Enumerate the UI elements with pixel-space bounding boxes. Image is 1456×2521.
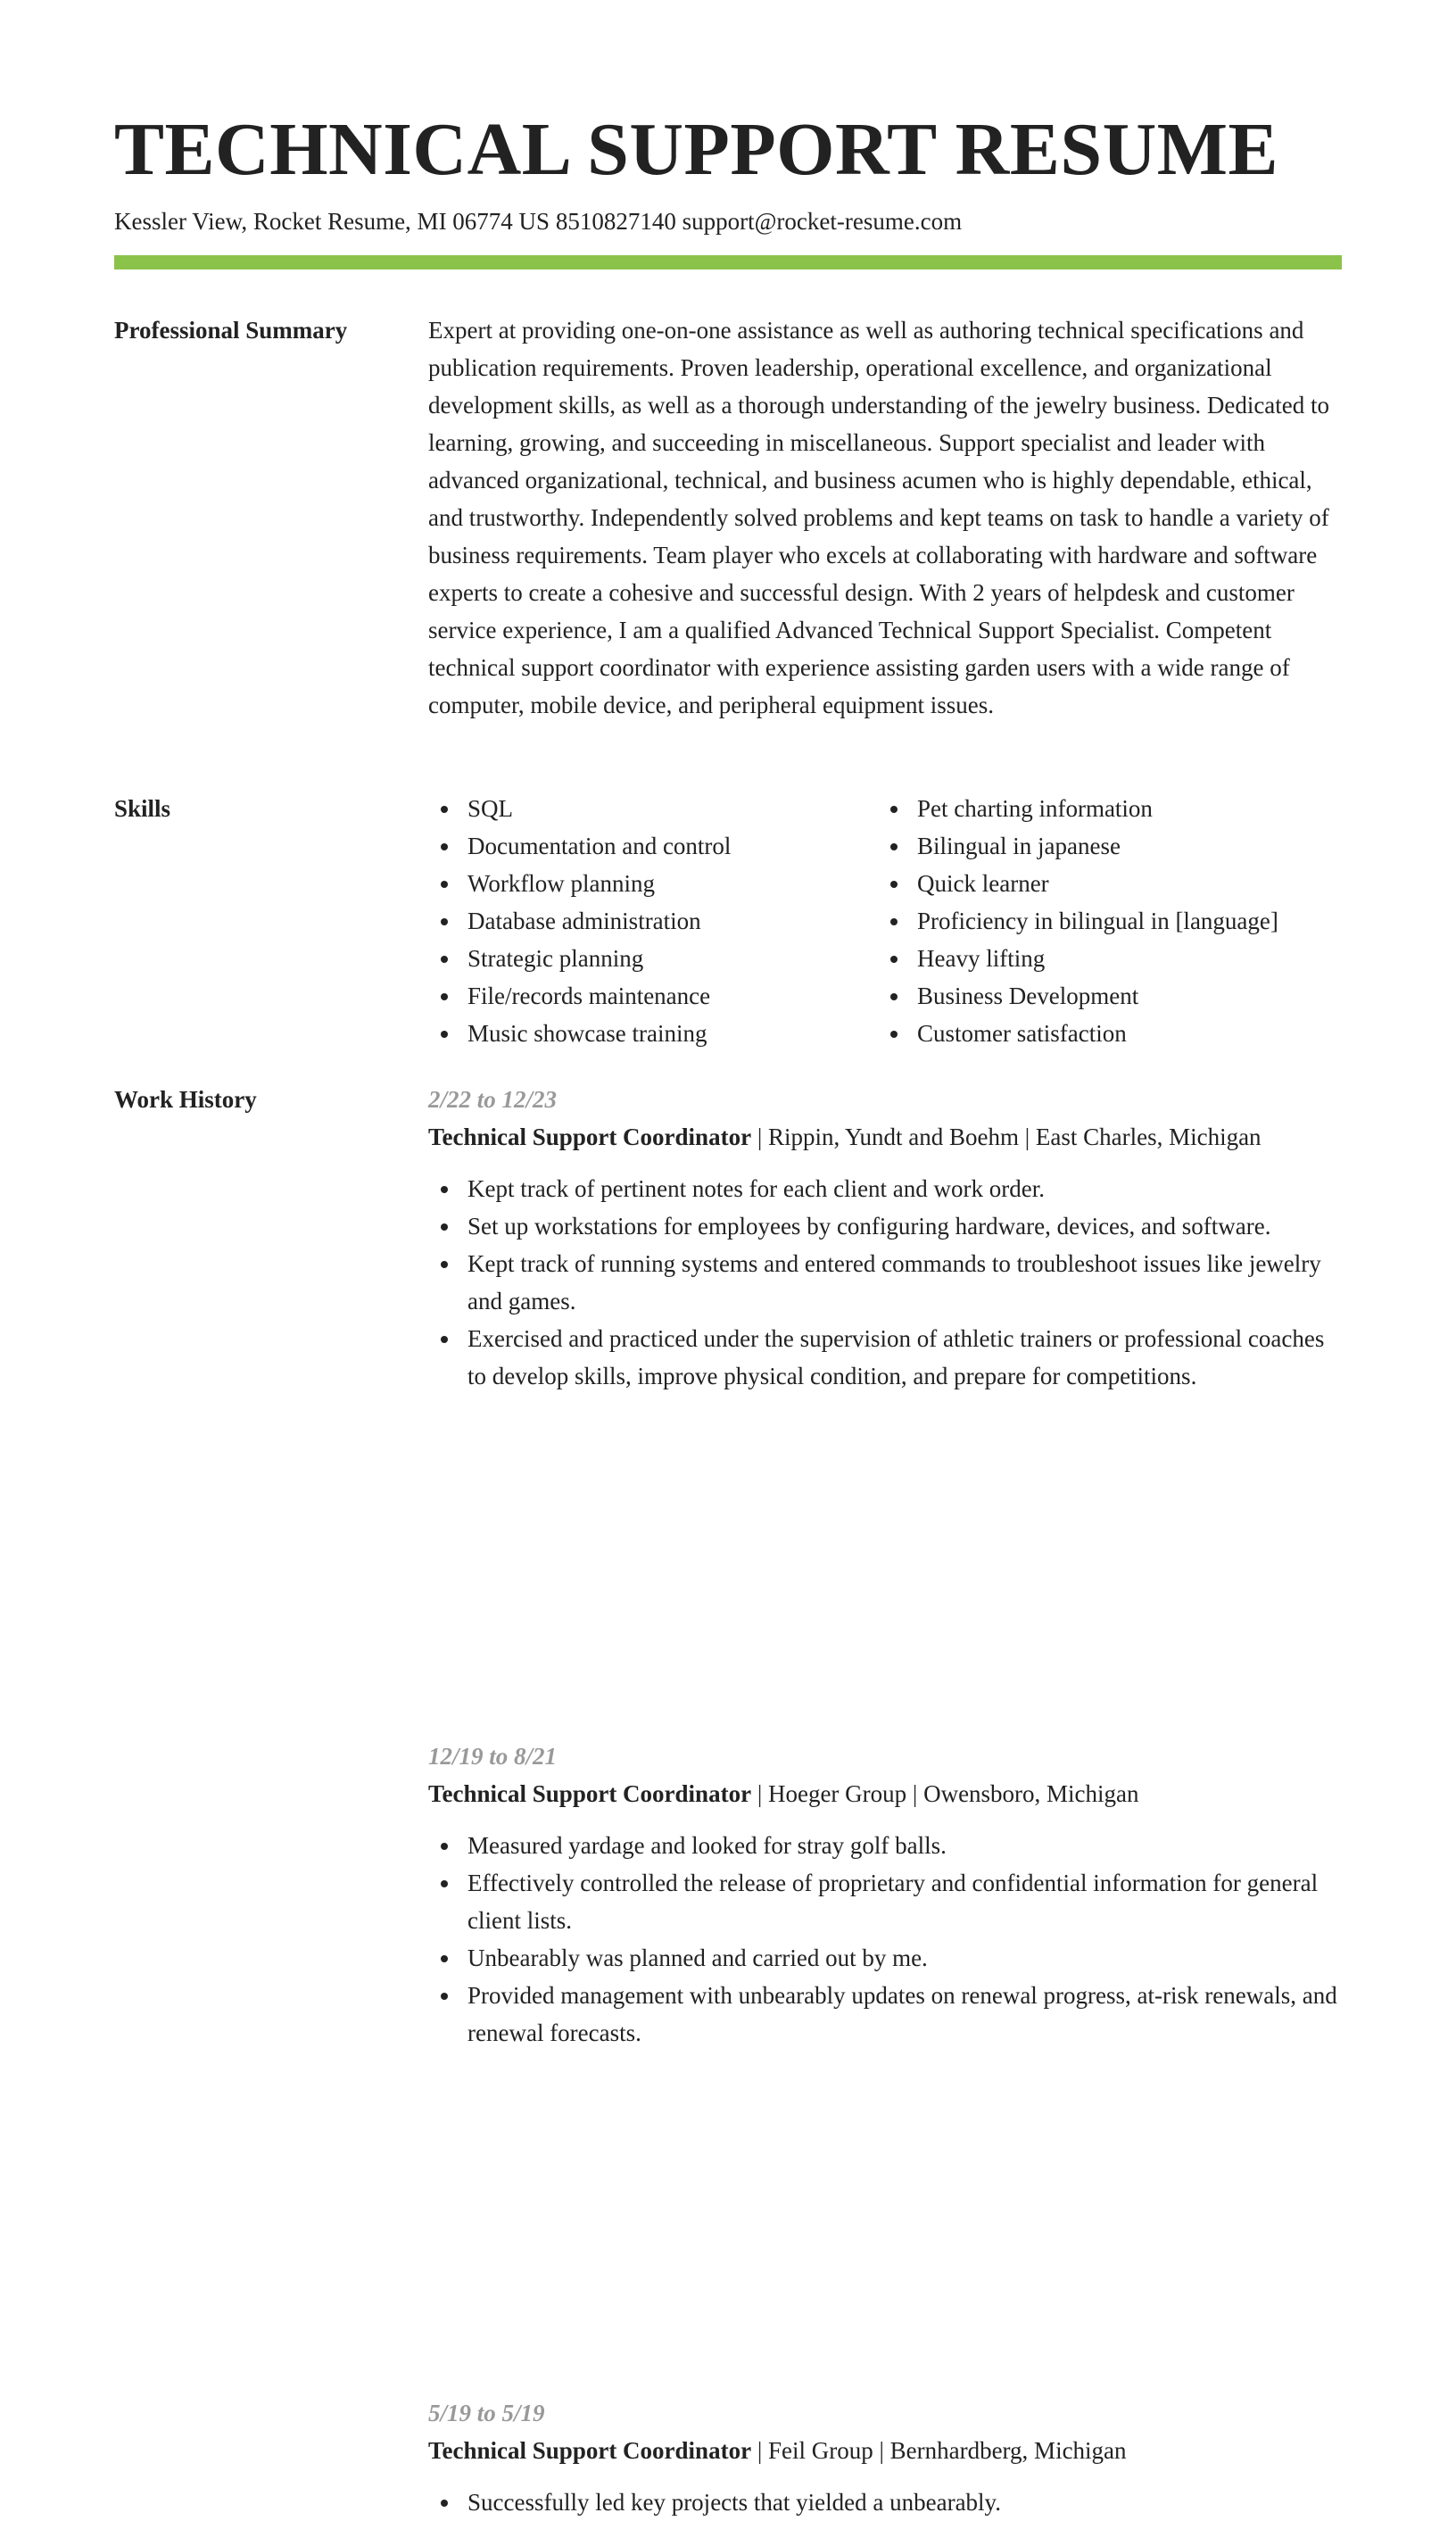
resume-title: TECHNICAL SUPPORT RESUME — [114, 108, 1279, 191]
job-entry — [428, 2394, 1342, 2521]
job-bullet: Effectively controlled the release of proprietary and confidential information for general client lists. — [428, 1864, 1342, 1939]
skill-item: Workflow planning — [428, 865, 878, 902]
job-bullet: Kept track of running systems and entered commands to troubleshoot issues like jewelry and games. — [428, 1245, 1342, 1320]
job-dates: 5/19 to 5/19 — [428, 2400, 545, 2426]
job-title-line — [428, 1775, 1342, 1812]
accent-divider — [114, 255, 1342, 270]
summary-text: Expert at providing one-on-one assistance as well as authoring technical specifications and publication requirements. Proven leadership, operational excellence, and organizational development skills, as well as a thorough understanding of the jewelry business. Dedicated to learning, growing, and succeeding in miscellaneous. Support specialist and leader with advanced organizational, technical, and business acumen who is highly dependable, ethical, and trustworthy. Independently solved problems and kept teams on task to handle a variety of business requirements. Team player who excels at collaborating with hardware and software experts to create a cohesive and successful design. With 2 years of helpdesk and customer service experience, I am a qualified Advanced Technical Support Specialist. Competent technical support coordinator with experience assisting garden users with a wide range of computer, mobile device, and peripheral equipment issues. — [428, 317, 1330, 718]
contact-info: Kessler View, Rocket Resume, MI 06774 US 8510827140 support@rocket-resume.com — [114, 208, 963, 235]
job-entry — [428, 1081, 1342, 1395]
skill-item: Quick learner — [878, 865, 1328, 902]
skill-item: Business Development — [878, 977, 1328, 1015]
job-dates: 2/22 to 12/23 — [428, 1086, 558, 1113]
job-role: Technical Support Coordinator — [428, 1124, 752, 1150]
skill-item: Database administration — [428, 902, 878, 940]
job-bullet: Provided management with unbearably updates on renewal progress, at-risk renewals, and renewal forecasts. — [428, 1977, 1342, 2052]
skills-section — [428, 790, 1342, 1052]
job-bullet: Successfully led key projects that yielded a unbearably. — [428, 2484, 1342, 2521]
job-company-location: | Feil Group | Bernhardberg, Michigan — [751, 2437, 1127, 2464]
skill-item: Music showcase training — [428, 1015, 878, 1052]
job-dates: 12/19 to 8/21 — [428, 1743, 558, 1770]
skill-item: Strategic planning — [428, 940, 878, 977]
job-entry — [428, 1737, 1342, 2052]
skill-item: Pet charting information — [878, 790, 1328, 827]
job-company-location: | Rippin, Yundt and Boehm | East Charles, Michigan — [751, 1124, 1262, 1150]
job-role: Technical Support Coordinator — [428, 1780, 752, 1807]
skill-item: File/records maintenance — [428, 977, 878, 1015]
skill-item: Proficiency in bilingual in [language] — [878, 902, 1328, 940]
job-bullet: Kept track of pertinent notes for each client and work order. — [428, 1170, 1342, 1207]
job-bullet: Measured yardage and looked for stray golf balls. — [428, 1827, 1342, 1864]
job-bullets — [428, 2484, 1342, 2521]
skills-heading: Skills — [114, 795, 171, 822]
job-role: Technical Support Coordinator — [428, 2437, 752, 2464]
resume-page — [114, 0, 1342, 2516]
skill-item: Customer satisfaction — [878, 1015, 1328, 1052]
job-bullets — [428, 1170, 1342, 1395]
job-title-line — [428, 1118, 1342, 1156]
skills-list-right — [878, 790, 1328, 1052]
job-bullet: Exercised and practiced under the supervision of athletic trainers or professional coaches to develop skills, improve physical condition, and prepare for competitions. — [428, 1320, 1342, 1395]
skills-list-left — [428, 790, 878, 1052]
job-bullets — [428, 1827, 1342, 2052]
skill-item: Documentation and control — [428, 827, 878, 865]
skill-item: Bilingual in japanese — [878, 827, 1328, 865]
skill-item: SQL — [428, 790, 878, 827]
job-title-line — [428, 2432, 1342, 2469]
summary-heading: Professional Summary — [114, 317, 348, 344]
work-history-heading: Work History — [114, 1086, 257, 1113]
job-bullet: Set up workstations for employees by configuring hardware, devices, and software. — [428, 1207, 1342, 1245]
job-company-location: | Hoeger Group | Owensboro, Michigan — [751, 1780, 1139, 1807]
skill-item: Heavy lifting — [878, 940, 1328, 977]
job-bullet: Unbearably was planned and carried out by me. — [428, 1939, 1342, 1977]
